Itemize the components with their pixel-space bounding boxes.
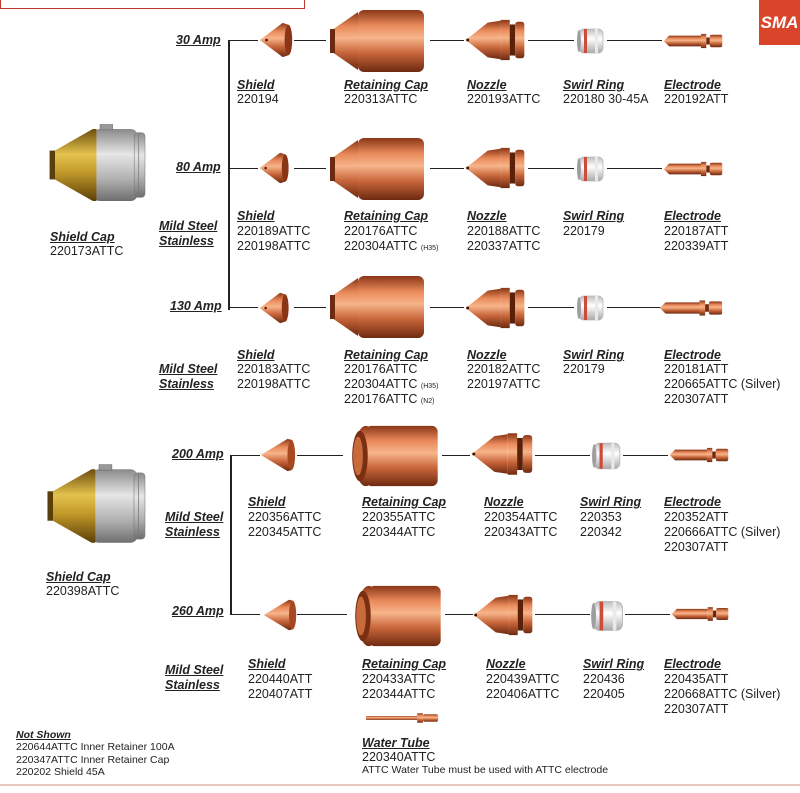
part-number: 220180 30-45A (563, 92, 649, 106)
row-line (607, 307, 662, 308)
shield-part-numbers (237, 362, 310, 392)
nozzle-image (464, 283, 528, 333)
retaining-cap-part-numbers (362, 510, 435, 540)
part-number: 220666ATTC (Silver) (664, 525, 781, 539)
part-number: 220665ATTC (Silver) (664, 377, 781, 391)
part-number: 220182ATTC (467, 362, 541, 376)
retaining-cap-image (346, 582, 446, 650)
material-label (165, 510, 223, 540)
part-number: 220183ATTC (237, 362, 311, 376)
retaining-cap-part-numbers (344, 92, 417, 107)
part-number: 220189ATTC (237, 224, 311, 238)
nozzle-header: Nozzle (486, 657, 526, 671)
shield-header: Shield (237, 78, 275, 92)
shield-cap-part-number: 220173ATTC (50, 244, 124, 258)
retaining-cap-header: Retaining Cap (344, 209, 429, 223)
brand-tab: SMA (759, 0, 800, 45)
shield-part-numbers (237, 92, 279, 107)
electrode-part-numbers (664, 224, 728, 254)
retaining-cap-header: Retaining Cap (344, 78, 429, 92)
shield-cap-part-number: 220398ATTC (46, 584, 120, 598)
part-number: 220198ATTC (237, 239, 311, 253)
water-tube-note: ATTC Water Tube must be used with ATTC electrode (362, 764, 609, 776)
material-mild-steel: Mild Steel (159, 362, 218, 376)
part-number: 220344ATTC (362, 525, 436, 539)
amp-label-130: 130 Amp (170, 299, 222, 313)
part-number: 220187ATT (664, 224, 729, 238)
amp-label-80: 80 Amp (176, 160, 221, 174)
part-number: 220344ATTC (362, 687, 436, 701)
swirl-ring-image (576, 293, 606, 323)
not-shown-list (16, 741, 175, 779)
row-line (535, 455, 590, 456)
gas-note: (H35) (420, 245, 439, 252)
part-number: 220181ATT (664, 362, 729, 376)
part-number: 220343ATTC (484, 525, 558, 539)
shield-part-numbers (248, 510, 321, 540)
part-number: 220435ATT (664, 672, 729, 686)
gas-note: (N2) (420, 398, 435, 405)
material-mild-steel: Mild Steel (165, 663, 224, 677)
amp-label-30: 30 Amp (176, 33, 221, 47)
shield-image (258, 286, 292, 330)
row-line (528, 40, 574, 41)
part-number: 220668ATTC (Silver) (664, 687, 781, 701)
tree-branch-30 (228, 40, 258, 41)
row-line (297, 455, 343, 456)
tree-branch-260 (230, 614, 260, 615)
electrode-header: Electrode (664, 495, 721, 509)
shield-image (258, 18, 296, 62)
electrode-image (668, 446, 730, 464)
row-line (623, 455, 668, 456)
nozzle-part-numbers (486, 672, 559, 702)
retaining-cap-header: Retaining Cap (362, 657, 447, 671)
swirl-ring-part-numbers (563, 362, 605, 377)
part-number: 220342 (580, 525, 622, 539)
swirl-ring-header: Swirl Ring (563, 78, 625, 92)
row-line (442, 455, 470, 456)
shield-header: Shield (237, 348, 275, 362)
part-number: 220353 (580, 510, 622, 524)
shield-header: Shield (237, 209, 275, 223)
retaining-cap-part-numbers (362, 672, 435, 702)
electrode-part-numbers (664, 672, 780, 717)
row-line (625, 614, 670, 615)
part-number: 220355ATTC (362, 510, 436, 524)
part-number: 220352ATT (664, 510, 729, 524)
row-line (297, 614, 347, 615)
electrode-header: Electrode (664, 348, 721, 362)
shield-cap-image (38, 460, 160, 552)
amp-label-260: 260 Amp (172, 604, 224, 618)
part-number: 220339ATT (664, 239, 729, 253)
tree-line-torch2 (230, 455, 232, 615)
part-number: 220356ATTC (248, 510, 322, 524)
water-tube-image (364, 712, 440, 724)
swirl-ring-header: Swirl Ring (580, 495, 642, 509)
swirl-ring-part-numbers (580, 510, 622, 540)
swirl-ring-image (576, 154, 606, 184)
retaining-cap-image (326, 134, 430, 204)
amp-label-200: 200 Amp (172, 447, 224, 461)
row-line (294, 40, 326, 41)
part-number: 220176ATTC (344, 224, 418, 238)
nozzle-part-numbers (467, 92, 540, 107)
part-number: 220436 (583, 672, 625, 686)
swirl-ring-image (591, 440, 623, 472)
water-tube-part-number: 220340ATTC (362, 750, 436, 764)
nozzle-part-numbers (484, 510, 557, 540)
part-number: 220405 (583, 687, 625, 701)
not-shown-title: Not Shown (16, 729, 71, 741)
row-line (430, 168, 464, 169)
row-line (535, 614, 590, 615)
row-line (607, 168, 662, 169)
electrode-image (670, 604, 730, 624)
electrode-header: Electrode (664, 209, 721, 223)
part-number: 220313ATTC (344, 92, 418, 106)
part-number: 220307ATT (664, 702, 729, 716)
part-number: 220179 (563, 362, 605, 376)
nozzle-header: Nozzle (484, 495, 524, 509)
retaining-cap-image (326, 272, 430, 342)
electrode-image (662, 32, 724, 50)
list-item: 220202 Shield 45A (16, 766, 105, 778)
electrode-part-numbers (664, 362, 780, 407)
shield-cap-label: Shield Cap (46, 570, 111, 584)
swirl-ring-header: Swirl Ring (563, 348, 625, 362)
part-number: 220197ATTC (467, 377, 541, 391)
gas-note: (H35) (420, 383, 439, 390)
material-mild-steel: Mild Steel (159, 219, 218, 233)
shield-header: Shield (248, 657, 286, 671)
part-number: 220176ATTC (344, 392, 418, 406)
material-label (159, 219, 217, 249)
swirl-ring-part-numbers (563, 224, 605, 239)
retaining-cap-part-numbers (344, 224, 438, 254)
list-item: 220644ATTC Inner Retainer 100A (16, 741, 175, 753)
material-label (165, 663, 223, 693)
part-number: 220337ATTC (467, 239, 541, 253)
part-number: 220304ATTC (344, 377, 418, 391)
retaining-cap-image (343, 422, 443, 490)
part-number: 220407ATT (248, 687, 313, 701)
row-line (430, 40, 464, 41)
retaining-cap-header: Retaining Cap (344, 348, 429, 362)
electrode-part-numbers (664, 92, 728, 107)
part-number: 220307ATT (664, 540, 729, 554)
tree-branch-200 (230, 455, 260, 456)
electrode-image (658, 298, 724, 318)
shield-header: Shield (248, 495, 286, 509)
nozzle-header: Nozzle (467, 348, 507, 362)
row-line (445, 614, 473, 615)
footer-line (0, 784, 800, 786)
part-number: 220193ATTC (467, 92, 541, 106)
swirl-ring-header: Swirl Ring (583, 657, 645, 671)
row-line (607, 40, 662, 41)
top-frame-line (0, 0, 305, 9)
part-number: 220406ATTC (486, 687, 560, 701)
part-number: 220198ATTC (237, 377, 311, 391)
shield-cap-label: Shield Cap (50, 230, 115, 244)
swirl-ring-part-numbers (563, 92, 649, 107)
nozzle-image (472, 590, 536, 640)
material-stainless: Stainless (159, 234, 214, 248)
electrode-header: Electrode (664, 78, 721, 92)
swirl-ring-image (576, 26, 606, 56)
shield-part-numbers (237, 224, 310, 254)
part-number: 220354ATTC (484, 510, 558, 524)
nozzle-part-numbers (467, 362, 540, 392)
row-line (430, 307, 464, 308)
material-stainless: Stainless (165, 525, 220, 539)
part-number: 220179 (563, 224, 605, 238)
tree-line-torch1 (228, 40, 230, 310)
row-line (528, 307, 574, 308)
nozzle-part-numbers (467, 224, 540, 254)
material-mild-steel: Mild Steel (165, 510, 224, 524)
material-stainless: Stainless (165, 678, 220, 692)
nozzle-header: Nozzle (467, 78, 507, 92)
row-line (294, 168, 326, 169)
part-number: 220307ATT (664, 392, 729, 406)
retaining-cap-part-numbers (344, 362, 438, 407)
part-number: 220433ATTC (362, 672, 436, 686)
nozzle-image (464, 15, 528, 65)
material-label (159, 362, 217, 392)
swirl-ring-part-numbers (583, 672, 625, 702)
tree-branch-130 (228, 307, 258, 308)
retaining-cap-header: Retaining Cap (362, 495, 447, 509)
electrode-part-numbers (664, 510, 780, 555)
tree-branch-80 (228, 168, 258, 169)
shield-part-numbers (248, 672, 312, 702)
electrode-header: Electrode (664, 657, 721, 671)
nozzle-image (470, 428, 536, 480)
nozzle-image (464, 143, 528, 193)
swirl-ring-image (590, 598, 626, 634)
part-number: 220439ATTC (486, 672, 560, 686)
shield-image (259, 428, 297, 482)
nozzle-header: Nozzle (467, 209, 507, 223)
shield-image (258, 147, 292, 189)
part-number: 220176ATTC (344, 362, 418, 376)
part-number: 220440ATT (248, 672, 313, 686)
material-stainless: Stainless (159, 377, 214, 391)
part-number: 220345ATTC (248, 525, 322, 539)
water-tube-header: Water Tube (362, 736, 430, 750)
electrode-image (662, 160, 724, 178)
row-line (294, 307, 326, 308)
retaining-cap-image (326, 6, 430, 76)
part-number: 220194 (237, 92, 279, 106)
part-number: 220192ATT (664, 92, 729, 106)
part-number: 220188ATTC (467, 224, 541, 238)
part-number: 220304ATTC (344, 239, 418, 253)
shield-cap-image (40, 120, 160, 210)
swirl-ring-header: Swirl Ring (563, 209, 625, 223)
list-item: 220347ATTC Inner Retainer Cap (16, 753, 170, 766)
row-line (528, 168, 574, 169)
shield-image (262, 588, 298, 642)
